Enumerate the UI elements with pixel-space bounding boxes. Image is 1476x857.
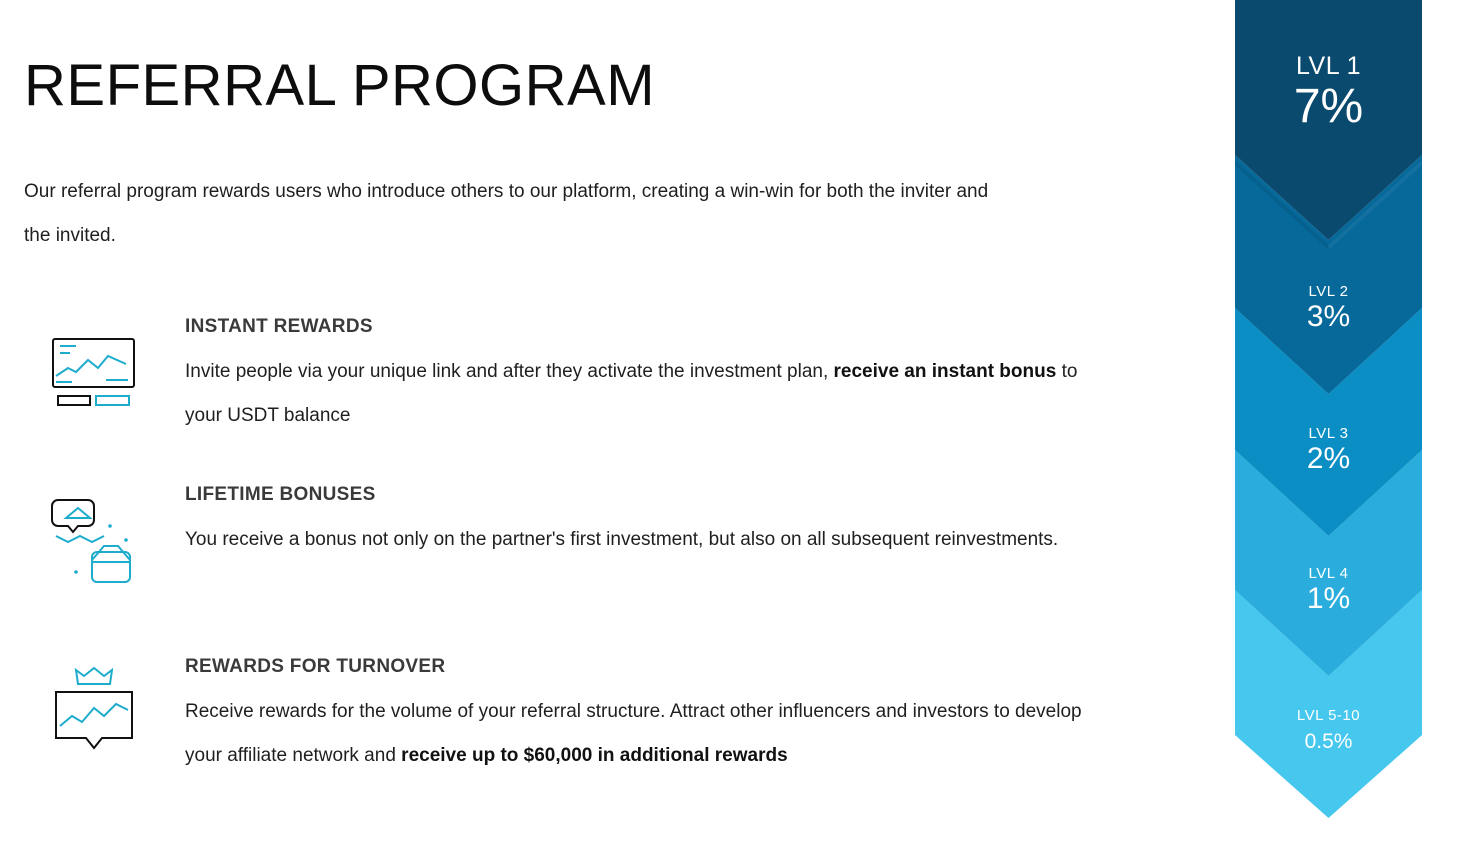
page-title: REFERRAL PROGRAM — [24, 53, 656, 118]
monitor-chart-icon — [46, 334, 142, 415]
level-4 — [1235, 565, 1422, 616]
intro-text: Our referral program rewards users who introduce others to our platform, creating a win-win for both the inviter and the invited. — [24, 181, 989, 246]
level-percent: 7% — [1293, 80, 1364, 133]
feature-title: REWARDS FOR TURNOVER — [185, 656, 446, 677]
level-3 — [1235, 425, 1422, 476]
feature-title: LIFETIME BONUSES — [185, 484, 376, 505]
level-label: LVL 5-10 — [1296, 707, 1361, 724]
level-label: LVL 3 — [1308, 425, 1349, 442]
level-label: LVL 4 — [1308, 565, 1349, 582]
level-label: LVL 2 — [1308, 283, 1349, 300]
feature-description: You receive a bonus not only on the partner's first investment, but also on all subsequent reinvestments. — [185, 529, 1059, 550]
feature-description: Receive rewards for the volume of your referral structure. Attract other influencers and investors to develop your affiliate network and receive up to $60,000 in additional rewards — [185, 701, 1082, 766]
wallet-transfer-icon — [46, 496, 138, 597]
feature-description: Invite people via your unique link and after they activate the investment plan, receive an instant bonus to your USDT balance — [185, 361, 1078, 426]
level-percent: 3% — [1306, 300, 1351, 333]
level-percent: 1% — [1306, 582, 1351, 615]
referral-levels-ribbon — [1235, 0, 1422, 820]
level-2 — [1235, 283, 1422, 334]
level-1 — [1235, 52, 1422, 133]
level-percent: 2% — [1306, 442, 1351, 475]
feature-title: INSTANT REWARDS — [185, 316, 373, 337]
level-percent: 0.5% — [1304, 730, 1353, 753]
crown-chart-bubble-icon — [46, 666, 138, 763]
level-5-10 — [1235, 707, 1422, 754]
level-label: LVL 1 — [1295, 52, 1362, 80]
